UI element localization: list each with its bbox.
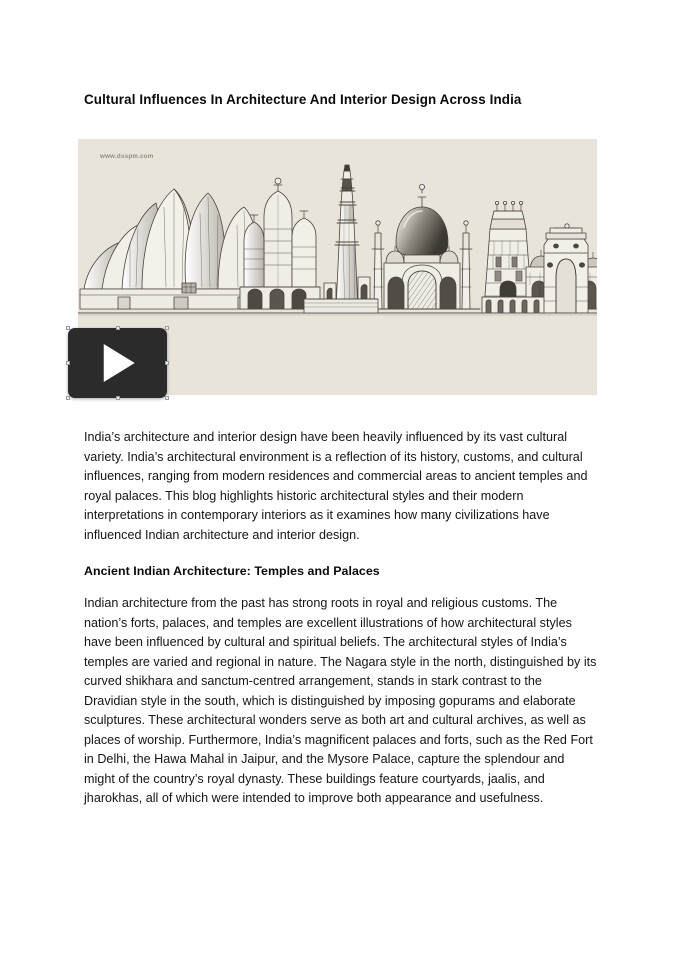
resize-handle-middle-left[interactable] bbox=[66, 361, 70, 365]
india-skyline-illustration bbox=[78, 139, 597, 319]
play-triangle-icon bbox=[103, 344, 134, 382]
resize-handle-middle-right[interactable] bbox=[165, 361, 169, 365]
watermark-text: www.dsspm.com bbox=[100, 153, 154, 160]
video-play-button[interactable] bbox=[68, 328, 167, 398]
resize-handle-top-left[interactable] bbox=[66, 326, 70, 330]
article-body bbox=[84, 428, 597, 809]
section-heading-ancient-indian-architecture: Ancient Indian Architecture: Temples and Palaces bbox=[84, 564, 380, 578]
page-title: Cultural Influences In Architecture And Interior Design Across India bbox=[84, 91, 522, 107]
resize-handle-top-center[interactable] bbox=[116, 326, 120, 330]
resize-handle-bottom-center[interactable] bbox=[116, 396, 120, 400]
paragraph-ancient-architecture: Indian architecture from the past has strong roots in royal and religious customs. The nation’s forts, palaces, and temples are excellent illustrations of how architectural styles have been influenced by cultural and spiritual beliefs. The architectural styles of India’s temples are varied and regional in nature. The Nagara style in the north, distinguished by its curved shikhara and sanctum-centred arrangement, stands in stark contrast to the Dravidian style in the south, which is distinguished by imposing gopurams and elaborate sculptures. These architectural wonders serve as both art and cultural archives, as well as places of worship. Furthermore, India’s magnificent palaces and forts, such as the Red Fort in Delhi, the Hawa Mahal in Jaipur, and the Mysore Palace, capture the splendour and might of the country’s royal dynasty. These buildings feature courtyards, jaalis, and jharokhas, all of which were intended to improve both appearance and usefulness. bbox=[84, 596, 597, 805]
resize-handle-bottom-left[interactable] bbox=[66, 396, 70, 400]
resize-handle-bottom-right[interactable] bbox=[165, 396, 169, 400]
paragraph-intro: India’s architecture and interior design have been heavily influenced by its vast cultural variety. India’s architectural environment is a reflection of its history, customs, and cultural influences, ranging from modern residences and commercial areas to ancient temples and royal palaces. This blog highlights historic architectural styles and their modern interpretations in contemporary interiors as it examines how many civilizations have influenced Indian architecture and interior design. bbox=[84, 430, 588, 542]
resize-handle-top-right[interactable] bbox=[165, 326, 169, 330]
